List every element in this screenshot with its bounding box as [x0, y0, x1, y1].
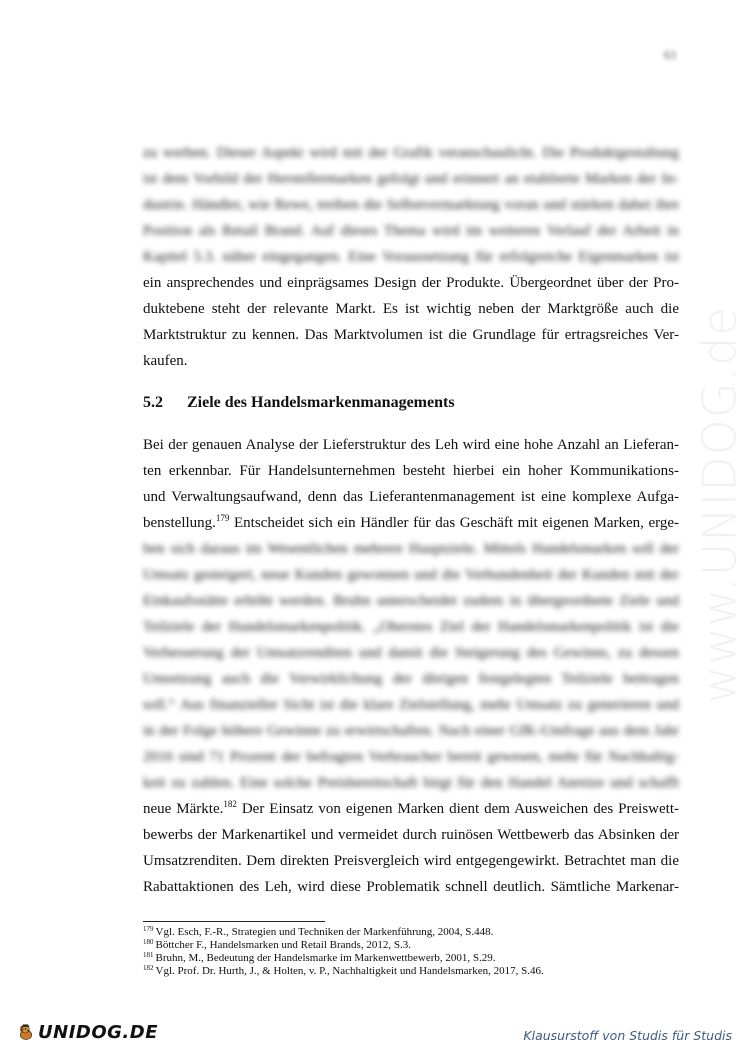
footnote [143, 939, 679, 952]
footer-slogan: Klausurstoff von Studis für Studis [523, 1028, 732, 1043]
footnote [143, 965, 679, 978]
text-line: kaufen. [143, 353, 188, 369]
footnote-ref: 179 [215, 513, 230, 523]
blurred-line: Einkaufsstätte erhöht werden. Bruhn unterscheidet zudem in übergeordnete Ziele und [143, 593, 679, 609]
blurred-line: Verbesserung der Umsatzrenditen und damit die Steigerung des Gewinns, zu dessen [143, 645, 679, 661]
logo-text: UNIDOG.DE [38, 1021, 158, 1043]
section-heading [143, 390, 679, 416]
text-line: Umsatzrenditen. Dem direkten Preisvergleich wird entgegengewirkt. Betrachtet man die [143, 853, 679, 869]
section-title: Ziele des Handelsmarkenmanagements [187, 394, 455, 411]
blurred-line: keit zu zahlen. Eine solche Preisbereitschaft birgt für den Handel Anreize und schafft [143, 775, 679, 791]
blurred-line: Umsatz gesteigert, neue Kunden gewonnen und die Verbundenheit der Kunden mit der [143, 567, 679, 583]
text-segment: Der Einsatz von eigenen Marken dient dem Ausweichen des Preiswett- [236, 801, 679, 817]
page-number: 61 [664, 47, 677, 62]
text-line-with-footnote [143, 510, 679, 536]
blurred-line: zu werben. Dieser Aspekt wird mit der Grafik veranschaulicht. Die Produktgestaltung [143, 145, 679, 161]
footnote-text: Vgl. Esch, F.-R., Strategien und Techniken der Markenführung, 2004, S.448. [155, 926, 494, 938]
blurred-line: dustrie. Händler, wie Rewe, treiben die Selbstvermarktung voran und stärken dabei ihre [143, 197, 679, 213]
text-line: ten erkennbar. Für Handelsunternehmen besteht hierbei ein hoher Kommunikations- [143, 463, 679, 479]
text-segment: neue Märkte. [143, 801, 224, 817]
footnote-text: Bruhn, M., Bedeutung der Handelsmarke im Markenwettbewerb, 2001, S.29. [155, 952, 496, 964]
blurred-line: Teilziele der Handelsmarkenpolitik. „Oberstes Ziel der Handelsmarkenpolitik ist die [143, 619, 679, 635]
text-line: ein ansprechendes und einprägsames Design der Produkte. Übergeordnet über der Pro- [143, 275, 679, 291]
footnote-number: 182 [143, 964, 154, 972]
text-line: Rabattaktionen des Leh, wird diese Problematik schnell deutlich. Sämtliche Markenar- [143, 879, 679, 895]
footnote-number: 180 [143, 938, 154, 946]
blurred-line: ben sich daraus im Wesentlichen mehrere Hauptziele. Mittels Handelsmarken soll der [143, 541, 679, 557]
footnote-text: Vgl. Prof. Dr. Hurth, J., & Holten, v. P., Nachhaltigkeit und Handelsmarken, 2017, S.46. [155, 965, 544, 977]
watermark-text: www.UNIDOG.de [693, 306, 747, 704]
section-number: 5.2 [143, 394, 163, 411]
top-paragraph [143, 140, 679, 374]
footnote-number: 181 [143, 951, 154, 959]
footnotes [143, 926, 679, 978]
footnote-text: Böttcher F., Handelsmarken und Retail Brands, 2012, S.3. [155, 939, 411, 951]
text-line: bewerbs der Markenartikel und vermeidet durch ruinösen Wettbewerb das Absinken der [143, 827, 679, 843]
text-line: duktebene steht der relevante Markt. Es ist wichtig neben der Marktgröße auch die [143, 301, 679, 317]
footnote [143, 926, 679, 939]
footnote [143, 952, 679, 965]
main-paragraph [143, 432, 679, 900]
blurred-line: in der Folge höhere Gewinne zu erwirtschaften. Nach einer GfK-Umfrage aus dem Jahr [143, 723, 679, 739]
blurred-line: ist dem Vorbild der Herstellermarken gefolgt und erinnert an etablierte Marken der In- [143, 171, 679, 187]
footnote-ref: 182 [223, 799, 237, 809]
text-segment: Entscheidet sich ein Händler für das Geschäft mit eigenen Marken, erge- [229, 515, 679, 531]
blurred-line: 2016 sind 71 Prozent der befragten Verbraucher bereit gewesen, mehr für Nachhaltig- [143, 749, 679, 765]
blurred-line: Position als Retail Brand. Auf dieses Thema wird im weiteren Verlauf der Arbeit in [143, 223, 679, 239]
blurred-line: soll.“ Aus finanzieller Sicht ist die klare Zielstellung, mehr Umsatz zu generieren und [143, 697, 679, 713]
blurred-line: Kapitel 5.3. näher eingegangen. Eine Voraussetzung für erfolgreiche Eigenmarken ist [143, 249, 679, 265]
text-segment: benstellung. [143, 515, 216, 531]
watermark-vertical [690, 270, 750, 740]
text-line: Marktstruktur zu kennen. Das Marktvolumen ist die Grundlage für ertragsreiches Ver- [143, 327, 679, 343]
blurred-line: Umsetzung auch die Verwirklichung der übrigen festgelegten Teilziele beitragen [143, 671, 679, 687]
footnote-number: 179 [143, 925, 154, 933]
text-line: und Verwaltungsaufwand, denn das Lieferantenmanagement ist eine komplexe Aufga- [143, 489, 679, 505]
footnote-separator [143, 921, 325, 922]
text-line-with-footnote [143, 796, 679, 822]
text-line: Bei der genauen Analyse der Lieferstruktur des Leh wird eine hohe Anzahl an Lieferan- [143, 437, 679, 453]
dog-icon [18, 1014, 34, 1050]
unidog-logo[interactable] [18, 1010, 158, 1054]
